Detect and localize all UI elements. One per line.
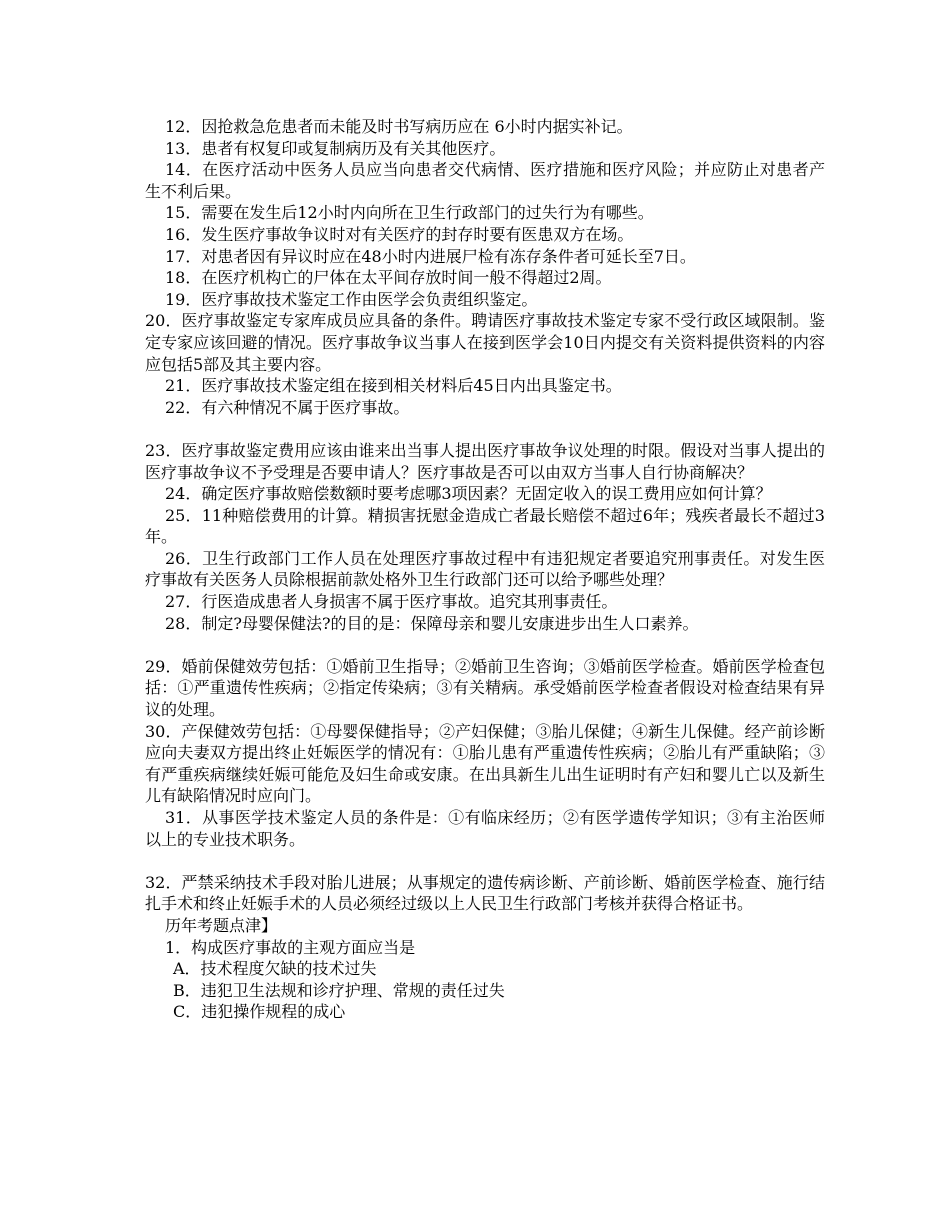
paragraph-30: 30．产保健效劳包括：①母婴保健指导；②产妇保健；③胎儿保健；④新生儿保健。经产前诊断应向夫妻双方提出终止妊娠医学的情况有：①胎儿患有严重遗传性疾病；②胎儿有严重缺陷；③有严重疾病继续妊娠可能危及妇生命或安康。在出具新生儿出生证明时有产妇和婴儿亡以及新生儿有缺陷情况时应向门。 <box>145 721 825 806</box>
paragraph-15: 15．需要在发生后12小时内向所在卫生行政部门的过失行为有哪些。 <box>165 203 654 223</box>
option-c: C．违犯操作规程的成心 <box>173 1002 346 1022</box>
paragraph-18: 18．在医疗机构亡的尸体在太平间存放时间一般不得超过2周。 <box>165 268 612 288</box>
blank-line <box>145 634 825 656</box>
paragraph-12: 12．因抢救急危患者而未能及时书写病历应在 6小时内据实补记。 <box>165 117 633 136</box>
paragraph-16: 16．发生医疗事故争议时对有关医疗的封存时要有医患双方在场。 <box>165 224 634 244</box>
option-a: A．技术程度欠缺的技术过失 <box>173 959 377 979</box>
paragraph-22: 22．有六种情况不属于医疗事故。 <box>165 397 410 417</box>
document-page <box>145 116 825 1023</box>
paragraph-29: 29．婚前保健效劳包括：①婚前卫生指导；②婚前卫生咨询；③婚前医学检查。婚前医学检查包括：①严重遗传性疾病；②指定传染病；③有关精病。承受婚前医学检查者假设对检查结果有异议的处理。 <box>145 656 825 720</box>
paragraph-23: 23．医疗事故鉴定费用应该由谁来出当事人提出医疗事故争议处理的时限。假设对当事人提出的医疗事故争议不予受理是否要申请人？医疗事故是否可以由双方当事人自行协商解决？ <box>145 440 825 482</box>
paragraph-32: 32．严禁采纳技术手段对胎儿进展；从事规定的遗传病诊断、产前诊断、婚前医学检查、施行结扎手术和终止妊娠手术的人员必须经过级以上人民卫生行政部门考核并获得合格证书。 <box>145 872 825 914</box>
paragraph-24: 24．确定医疗事故赔偿数额时要考虑哪3项因素？无固定收入的误工费用应如何计算？ <box>165 484 772 504</box>
option-b: B．违犯卫生法规和诊疗护理、常规的责任过失 <box>173 980 505 1000</box>
blank-line <box>145 850 825 872</box>
paragraph-20: 20．医疗事故鉴定专家库成员应具备的条件。聘请医疗事故技术鉴定专家不受行政区域限制。鉴定专家应该回避的情况。医疗事故争议当事人在接到医学会10日内提交有关资料提供资料的内容应包括5部及其主要内容。 <box>145 311 825 374</box>
paragraph-13: 13．患者有权复印或复制病历及有关其他医疗。 <box>165 138 506 158</box>
blank-line <box>145 418 825 440</box>
paragraph-27: 27．行医造成患者人身损害不属于医疗事故。追究其刑事责任。 <box>165 592 618 612</box>
paragraph-19: 19．医疗事故技术鉴定工作由医学会负责组织鉴定。 <box>165 289 538 309</box>
paragraph-25: 25．11种赔偿费用的计算。精损害抚慰金造成亡者最长赔偿不超过6年；残疾者最长不超过3年。 <box>145 505 825 547</box>
exam-section-heading: 历年考题点津】 <box>165 915 278 935</box>
paragraph-14: 14．在医疗活动中医务人员应当向患者交代病情、医疗措施和医疗风险；并应防止对患者产生不利后果。 <box>145 160 825 201</box>
paragraph-28: 28．制定?母婴保健法?的目的是：保障母亲和婴儿安康进步出生人口素养。 <box>165 613 699 633</box>
paragraph-26: 26．卫生行政部门工作人员在处理医疗事故过程中有违犯规定者要追究刑事责任。对发生医疗事故有关医务人员除根据前款处格外卫生行政部门还可以给予哪些处理？ <box>145 548 825 590</box>
paragraph-21: 21．医疗事故技术鉴定组在接到相关材料后45日内出具鉴定书。 <box>165 376 622 396</box>
question-1: 1．构成医疗事故的主观方面应当是 <box>165 937 416 957</box>
paragraph-17: 17．对患者因有异议时应在48小时内进展尸检有冻存条件者可延长至7日。 <box>165 246 696 266</box>
paragraph-31: 31．从事医学技术鉴定人员的条件是：①有临床经历；②有医学遗传学知识；③有主治医师以上的专业技术职务。 <box>145 808 825 849</box>
